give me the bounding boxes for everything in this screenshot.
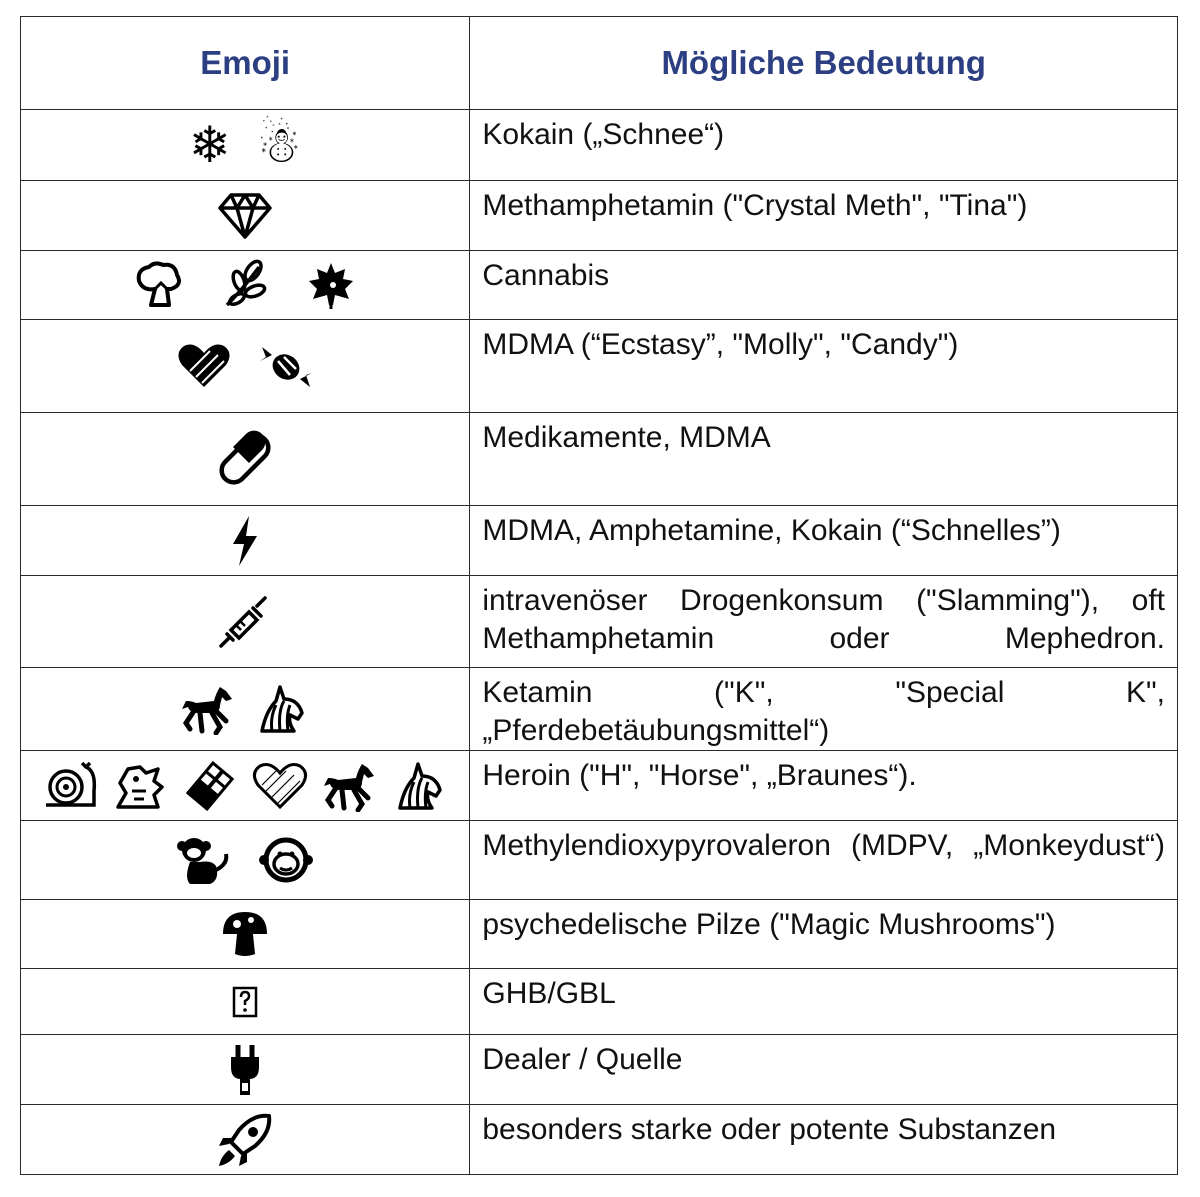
emoji-cell (21, 821, 470, 900)
heart-icon (176, 341, 232, 391)
syringe-icon (217, 594, 273, 650)
emoji-cell (21, 969, 470, 1035)
electric-plug-icon (227, 1043, 263, 1097)
meaning-cell: Methamphetamin ("Crystal Meth", "Tina") (470, 181, 1178, 251)
table-row (21, 751, 1178, 821)
gem-icon (217, 191, 273, 241)
meaning-cell: intravenöser Drogenkonsum ("Slamming"), oft Methamphetamin oder Mephedron. (470, 576, 1178, 668)
meaning-cell: Heroin ("H", "Horse", „Braunes“). (470, 751, 1178, 821)
table-row (21, 576, 1178, 668)
meaning-cell: Medikamente, MDMA (470, 413, 1178, 506)
herb-icon (219, 259, 271, 311)
emoji-cell (21, 181, 470, 251)
candy-icon (258, 341, 314, 391)
meaning-cell: Dealer / Quelle (470, 1035, 1178, 1105)
emoji-meaning-table (20, 16, 1178, 1175)
meaning-cell: Methylendioxypyrovaleron (MDPV, „Monkeydust“) (470, 821, 1178, 900)
broccoli-icon (133, 259, 185, 311)
mushroom-icon (219, 908, 271, 960)
emoji-cell (21, 668, 470, 751)
emoji-cell (21, 413, 470, 506)
header-meaning: Mögliche Bedeutung (470, 17, 1178, 110)
emoji-cell (21, 576, 470, 668)
header-emoji: Emoji (21, 17, 470, 110)
horse-icon (322, 760, 378, 812)
table-row (21, 821, 1178, 900)
emoji-cell (21, 1105, 470, 1175)
emoji-cell (21, 1035, 470, 1105)
unicorn-icon (254, 681, 310, 737)
snowflake-icon: ❄ (188, 116, 231, 174)
unicorn-icon (392, 758, 448, 814)
emoji-cell (21, 900, 470, 969)
horse-icon (180, 683, 236, 735)
meaning-cell: besonders starke oder potente Substanzen (470, 1105, 1178, 1175)
monkey-icon (176, 834, 232, 886)
dragon-icon (112, 761, 168, 811)
maple-leaf-icon (305, 259, 357, 311)
meaning-cell: psychedelische Pilze ("Magic Mushrooms") (470, 900, 1178, 969)
heart-outline-icon (252, 761, 308, 811)
table-row (21, 1105, 1178, 1175)
table-row (21, 320, 1178, 413)
snail-icon (42, 761, 98, 811)
table-header-row (21, 17, 1178, 110)
pill-icon (215, 429, 275, 489)
meaning-cell: Ketamin ("K", "Special K", „Pferdebetäubungsmittel“) (470, 668, 1178, 751)
table-row (21, 181, 1178, 251)
meaning-cell: GHB/GBL (470, 969, 1178, 1035)
emoji-cell (21, 751, 470, 821)
table-row (21, 900, 1178, 969)
table-row (21, 969, 1178, 1035)
table-row (21, 251, 1178, 320)
chocolate-bar-icon (182, 761, 238, 811)
meaning-cell: Cannabis (470, 251, 1178, 320)
high-voltage-icon (229, 514, 261, 568)
table-row (21, 506, 1178, 576)
snowman-icon: ☃ (256, 116, 302, 174)
meaning-cell: Kokain („Schnee“) (470, 110, 1178, 181)
emoji-cell (21, 251, 470, 320)
table-row (21, 413, 1178, 506)
rocket-icon (215, 1110, 275, 1170)
emoji-cell (21, 110, 470, 181)
emoji-cell (21, 506, 470, 576)
unknown-glyph-icon (232, 986, 258, 1018)
meaning-cell: MDMA, Amphetamine, Kokain (“Schnelles”) (470, 506, 1178, 576)
emoji-cell (21, 320, 470, 413)
monkey-face-icon (258, 834, 314, 886)
table-row (21, 1035, 1178, 1105)
table-row (21, 110, 1178, 181)
table-row (21, 668, 1178, 751)
meaning-cell: MDMA (“Ecstasy”, "Molly", "Candy") (470, 320, 1178, 413)
